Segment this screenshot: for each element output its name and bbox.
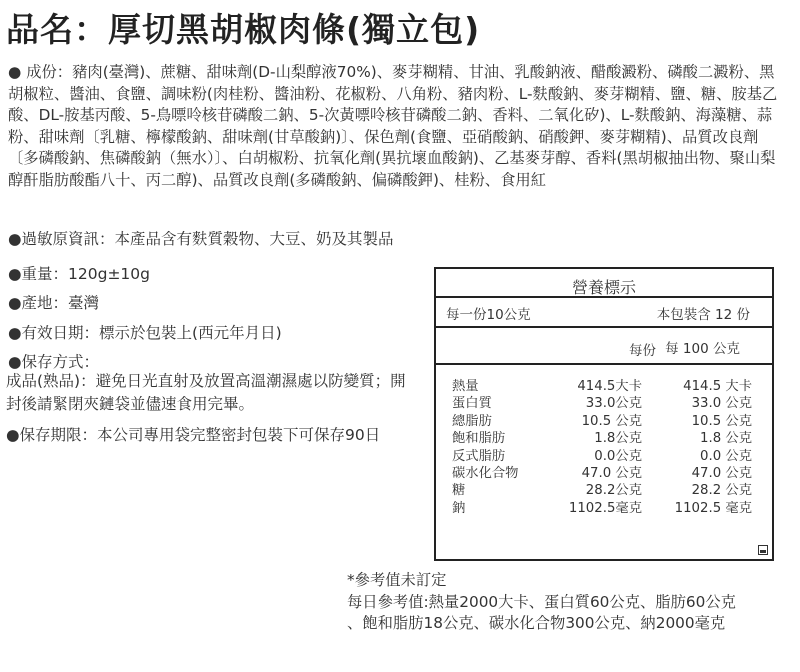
origin-info: ●產地：臺灣 bbox=[8, 294, 100, 312]
storage-heading: ●保存方式： bbox=[8, 353, 100, 371]
ingredients-text: ● 成份：豬肉(臺灣)、蔗糖、甜味劑(D-山梨醇液70%)、麥芽糊精、甘油、乳酸鈉液、醋酸澱粉、磷酸二澱粉、黑胡椒粒、醬油、食鹽、調味粉(肉桂粉、醬油粉、花椒粉、八角粉、豬肉粉、L-麩酸鈉、麥芽糊精、鹽、糖、胺基乙酸、DL-胺基丙酸、5-鳥嘌呤核苷磷酸二鈉、5-次黃嘌呤核苷磷酸二鈉、香料、二氧化矽)、L-麩酸鈉、海藻糖、蒜粉、甜味劑〔乳糖、檸檬酸鈉、甜味劑(甘草酸鈉)〕、保色劑(食鹽、亞硝酸鈉、硝酸鉀、麥芽糊精)、品質改良劑〔多磷酸鈉、焦磷酸鈉（無水）〕、白胡椒粉、抗氧化劑(異抗壞血酸鈉)、乙基麥芽醇、香料(黑胡椒抽出物、聚山梨醇酐脂肪酸酯八十、丙二醇)、品質改良劑(多磷酸鈉、偏磷酸鉀)、桂粉、食用紅 bbox=[8, 63, 778, 189]
nutrition-row bbox=[452, 497, 762, 514]
weight-info: ●重量：120g±10g bbox=[8, 265, 150, 283]
per-serving-value: 28.2公克 bbox=[585, 483, 642, 499]
allergen-info: ●過敏原資訊：本產品含有麩質穀物、大豆、奶及其製品 bbox=[8, 230, 394, 248]
nutrition-title: 營養標示 bbox=[571, 278, 636, 297]
divider bbox=[436, 326, 772, 328]
nutrient-name: 熱量 bbox=[452, 379, 479, 394]
per-100g-value: 33.0 公克 bbox=[691, 396, 752, 412]
per-serving-value: 0.0公克 bbox=[594, 448, 642, 464]
nutrition-row bbox=[452, 410, 762, 427]
nutrient-name: 反式脂肪 bbox=[452, 448, 506, 464]
nutrition-row bbox=[452, 427, 762, 447]
note-daily-reference: 每日參考值:熱量2000大卡、蛋白質60公克、脂肪60公克 bbox=[347, 592, 736, 611]
nutrition-facts-panel bbox=[434, 267, 774, 561]
per-serving-value: 1.8公克 bbox=[594, 431, 642, 447]
per-serving-value: 33.0公克 bbox=[585, 396, 642, 412]
column-header-per-100g: 每 100 公克 bbox=[665, 341, 740, 357]
resize-icon bbox=[758, 545, 768, 555]
reference-notes bbox=[347, 570, 797, 635]
expiry-info: ●有效日期：標示於包裝上(西元年月日) bbox=[8, 324, 282, 342]
per-serving-value: 10.5 公克 bbox=[581, 413, 642, 429]
nutrition-rows bbox=[452, 375, 762, 514]
nutrition-row bbox=[452, 445, 762, 462]
per-100g-value: 0.0 公克 bbox=[700, 448, 752, 464]
nutrient-name: 鈉 bbox=[452, 500, 466, 516]
per-serving-value: 414.5大卡 bbox=[577, 379, 642, 394]
divider bbox=[436, 363, 772, 365]
nutrition-row bbox=[452, 392, 762, 412]
serving-size: 每一份10公克 bbox=[446, 307, 531, 323]
nutrition-row bbox=[452, 462, 762, 479]
per-100g-value: 1102.5 毫克 bbox=[674, 500, 752, 516]
per-100g-value: 10.5 公克 bbox=[691, 413, 752, 429]
nutrient-name: 碳水化合物 bbox=[452, 465, 519, 481]
storage-text: 成品(熟品)：避免日光直射及放置高溫潮濕處以防變質；開封後請緊閉夾鏈袋並儘速食用完畢。 bbox=[6, 372, 406, 413]
divider bbox=[436, 296, 772, 298]
nutrient-name: 糖 bbox=[452, 483, 466, 499]
nutrient-name: 蛋白質 bbox=[452, 396, 492, 412]
note-undefined-reference: *參考值未訂定 bbox=[347, 571, 447, 589]
column-header-per-serving: 每份 bbox=[629, 343, 656, 359]
per-serving-value: 1102.5毫克 bbox=[568, 500, 642, 516]
per-serving-value: 47.0 公克 bbox=[581, 465, 642, 481]
per-100g-value: 414.5 大卡 bbox=[683, 379, 752, 394]
shelf-life-text: ●保存期限：本公司專用袋完整密封包裝下可保存90日 bbox=[6, 426, 381, 444]
per-100g-value: 47.0 公克 bbox=[691, 465, 752, 481]
product-title: 品名：厚切黑胡椒肉條(獨立包) bbox=[6, 10, 481, 49]
nutrition-row bbox=[452, 479, 762, 499]
nutrient-name: 總脂肪 bbox=[452, 413, 492, 429]
nutrition-row bbox=[452, 375, 762, 392]
servings-per-package: 本包裝含 12 份 bbox=[656, 307, 750, 323]
nutrient-name: 飽和脂肪 bbox=[452, 431, 506, 447]
per-100g-value: 28.2 公克 bbox=[691, 483, 752, 499]
note-daily-reference-cont: 、飽和脂肪18公克、碳水化合物300公克、納2000毫克 bbox=[347, 614, 726, 632]
per-100g-value: 1.8 公克 bbox=[700, 431, 752, 447]
